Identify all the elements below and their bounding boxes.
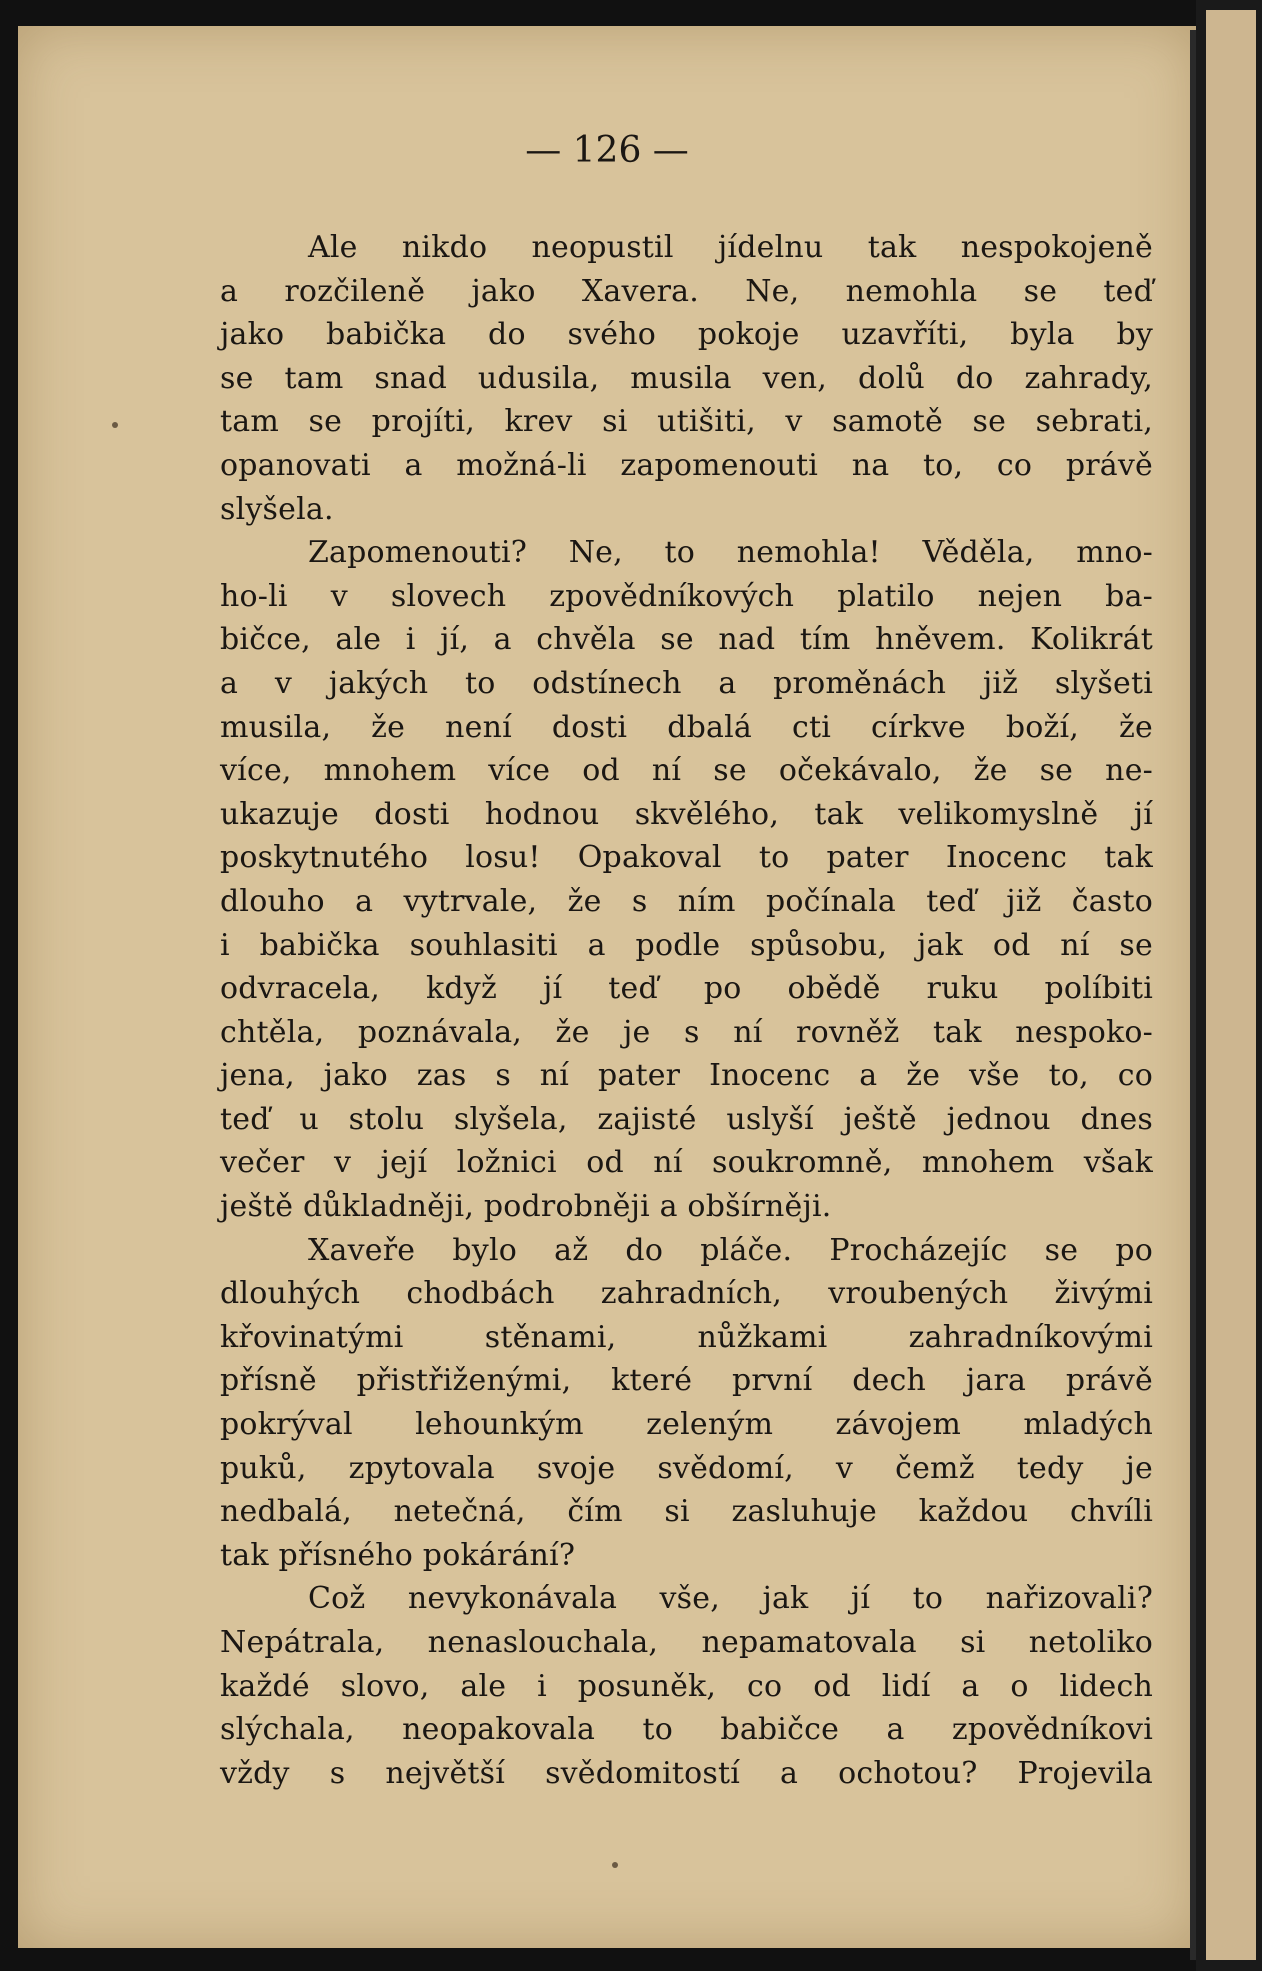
text-line: ještě důkladněji, podrobněji a obšírněji. [220, 1189, 832, 1225]
text-line: večer v její ložnici od ní soukromně, mnohem však [220, 1145, 1153, 1181]
text-line: dlouho a vytrvale, že s ním počínala teď již často [220, 883, 1153, 919]
text-line: křovinatými stěnami, nůžkami zahradníkovými [220, 1319, 1153, 1355]
text-line: se tam snad udusila, musila ven, dolů do zahrady, [220, 360, 1153, 396]
text-line: puků, zpytovala svoje svědomí, v čemž tedy je [220, 1450, 1153, 1486]
text-line: tak přísného pokárání? [220, 1537, 576, 1573]
text-line: Nepátrala, nenaslouchala, nepamatovala si netoliko [220, 1625, 1153, 1660]
text-line: pokrýval lehounkým zeleným závojem mladých [220, 1407, 1153, 1443]
text-line: přísně přistřiženými, které první dech jara právě [220, 1363, 1153, 1399]
text-line: opanovati a možná-li zapomenouti na to, co právě [220, 447, 1153, 483]
text-line: slyšela. [220, 491, 334, 527]
text-line: tam se projíti, krev si utišiti, v samotě se sebrati, [220, 404, 1153, 440]
text-line: Zapomenouti? Ne, to nemohla! Věděla, mno- [308, 535, 1153, 571]
text-line: dlouhých chodbách zahradních, vroubených živými [220, 1276, 1153, 1312]
text-line: slýchala, neopakovala to babičce a zpovědníkovi [220, 1712, 1153, 1748]
text-line: musila, že není dosti dbalá cti církve boží, že [220, 709, 1153, 745]
text-line: vždy s největší svědomitostí a ochotou? Projevila [220, 1755, 1153, 1791]
text-line: bičce, ale i jí, a chvěla se nad tím hněvem. Kolikrát [220, 622, 1153, 658]
paper-speck [612, 1862, 618, 1868]
text-line: více, mnohem více od ní se očekávalo, že se ne- [220, 753, 1153, 789]
body-text [220, 226, 1153, 1795]
book-page [18, 26, 1196, 1948]
text-line: ho-li v slovech zpovědníkových platilo nejen ba- [220, 578, 1153, 614]
text-line: i babička souhlasiti a podle spůsobu, jak od ní se [220, 927, 1153, 963]
text-line: Což nevykonávala vše, jak jí to nařizovali? [308, 1581, 1153, 1617]
text-line: Xaveře bylo až do pláče. Procházejíc se po [308, 1232, 1153, 1268]
text-line: a rozčileně jako Xavera. Ne, nemohla se teď [220, 273, 1153, 309]
paper-speck [112, 422, 118, 428]
text-line: každé slovo, ale i posuněk, co od lidí a o lidech [220, 1668, 1153, 1704]
text-line: chtěla, poznávala, že je s ní rovněž tak nespoko- [220, 1014, 1153, 1050]
text-line: odvracela, když jí teď po obědě ruku políbiti [220, 971, 1153, 1007]
text-line: ukazuje dosti hodnou skvělého, tak velikomyslně jí [220, 796, 1153, 832]
text-line: jako babička do svého pokoje uzavříti, byla by [220, 317, 1153, 353]
text-line: jena, jako zas s ní pater Inocenc a že vše to, co [220, 1058, 1153, 1094]
page-number: — 126 — [525, 130, 689, 171]
text-line: a v jakých to odstínech a proměnách již slyšeti [220, 665, 1153, 701]
text-line: teď u stolu slyšela, zajisté uslyší ještě jednou dnes [220, 1101, 1153, 1137]
facing-page-edge [1206, 10, 1256, 1960]
text-line: Ale nikdo neopustil jídelnu tak nespokojeně [308, 230, 1153, 265]
text-line: poskytnutého losu! Opakoval to pater Inocenc tak [220, 840, 1153, 876]
text-line: nedbalá, netečná, čím si zasluhuje každou chvíli [220, 1494, 1153, 1530]
